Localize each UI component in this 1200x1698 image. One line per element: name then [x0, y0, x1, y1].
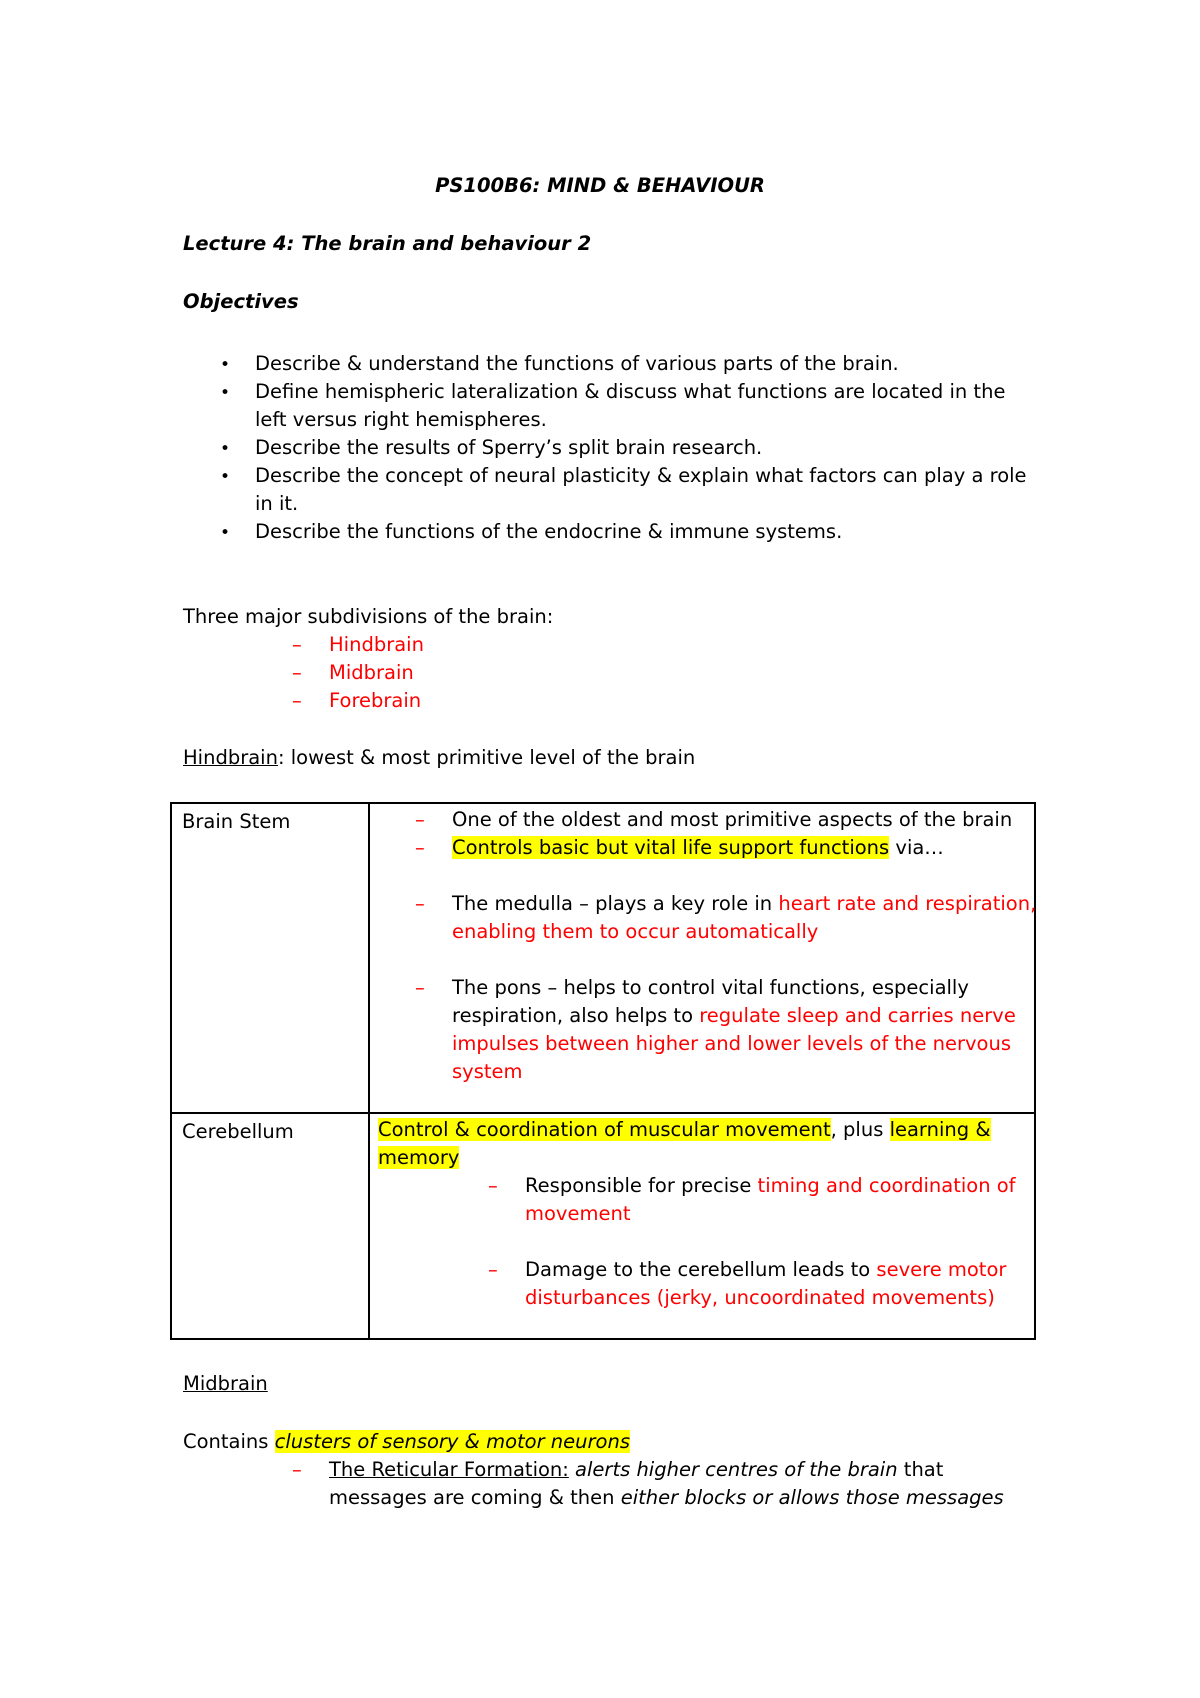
brain-stem-label: Brain Stem [182, 810, 291, 833]
highlighted-text: learning & [889, 1118, 991, 1141]
objectives-heading: Objectives [183, 290, 299, 313]
pons-point-continued: impulses between higher and lower levels of the nervous [452, 1032, 1012, 1055]
bullet-icon: • [220, 355, 231, 375]
objective-item-continued: left versus right hemispheres. [255, 408, 547, 431]
midbrain-heading: Midbrain [183, 1372, 268, 1395]
objective-item: Describe the functions of the endocrine & immune systems. [255, 520, 843, 543]
medulla-point-continued: enabling them to occur automatically [452, 920, 819, 943]
table-row [171, 803, 1035, 1113]
table-cell-label [171, 803, 369, 1113]
pons-point-continued: system [452, 1060, 523, 1083]
dash-icon: – [415, 976, 425, 999]
bullet-icon: • [220, 523, 231, 543]
dash-icon: – [415, 836, 425, 859]
reticular-formation-continued: messages are coming & then either blocks or allows those messages [329, 1486, 1004, 1509]
subdivisions-intro: Three major subdivisions of the brain: [183, 605, 554, 628]
cerebellum-label: Cerebellum [182, 1120, 294, 1143]
cerebellum-summary-continued [378, 1146, 459, 1169]
hindbrain-heading: Hindbrain [183, 746, 278, 769]
subdivision-item: Forebrain [329, 689, 422, 712]
midbrain-contains: Contains clusters of sensory & motor neurons [183, 1430, 630, 1453]
pons-point-continued: respiration, also helps to regulate sleep and carries nerve [452, 1004, 1016, 1027]
dash-icon: – [292, 1458, 302, 1481]
bullet-icon: • [220, 467, 231, 487]
highlighted-text: clusters of sensory & motor neurons [274, 1430, 630, 1453]
brain-stem-point: Controls basic but vital life support functions via… [452, 836, 944, 859]
pons-point: The pons – helps to control vital functions, especially [452, 976, 969, 999]
table-cell-content [369, 1113, 1035, 1339]
hindbrain-heading-line [183, 746, 695, 769]
dash-icon: – [488, 1174, 498, 1197]
hindbrain-table [170, 802, 1036, 1340]
dash-icon: – [488, 1258, 498, 1281]
bullet-icon: • [220, 383, 231, 403]
objective-item: Define hemispheric lateralization & discuss what functions are located in the [255, 380, 1006, 403]
highlighted-text: Control & coordination of muscular movement [378, 1118, 831, 1141]
highlighted-text: memory [378, 1146, 460, 1169]
table-cell-label [171, 1113, 369, 1339]
objective-item: Describe & understand the functions of various parts of the brain. [255, 352, 899, 375]
cerebellum-point-continued: disturbances (jerky, uncoordinated movements) [525, 1286, 995, 1309]
course-title: PS100B6: MIND & BEHAVIOUR [435, 174, 765, 197]
hindbrain-description: : lowest & most primitive level of the brain [277, 746, 696, 769]
cerebellum-point-continued: movement [525, 1202, 631, 1225]
highlighted-text: Controls basic but vital life support functions [452, 836, 890, 859]
reticular-formation-point: The Reticular Formation: alerts higher centres of the brain that [329, 1458, 944, 1481]
objective-item: Describe the results of Sperry’s split brain research. [255, 436, 763, 459]
dash-icon: – [415, 808, 425, 831]
objective-item: Describe the concept of neural plasticity & explain what factors can play a role [255, 464, 1027, 487]
objective-item-continued: in it. [255, 492, 299, 515]
lecture-title: Lecture 4: The brain and behaviour 2 [183, 232, 592, 255]
dash-icon: – [292, 689, 302, 712]
brain-stem-point: One of the oldest and most primitive aspects of the brain [452, 808, 1013, 831]
bullet-icon: • [220, 439, 231, 459]
dash-icon: – [415, 892, 425, 915]
medulla-point: The medulla – plays a key role in heart rate and respiration, [452, 892, 1037, 915]
cerebellum-point: Damage to the cerebellum leads to severe motor [525, 1258, 1007, 1281]
table-cell-content [369, 803, 1035, 1113]
dash-icon: – [292, 633, 302, 656]
cerebellum-summary: Control & coordination of muscular movement, plus learning & [378, 1118, 991, 1141]
cerebellum-point: Responsible for precise timing and coordination of [525, 1174, 1016, 1197]
dash-icon: – [292, 661, 302, 684]
subdivision-item: Midbrain [329, 661, 414, 684]
table-row [171, 1113, 1035, 1339]
subdivision-item: Hindbrain [329, 633, 424, 656]
